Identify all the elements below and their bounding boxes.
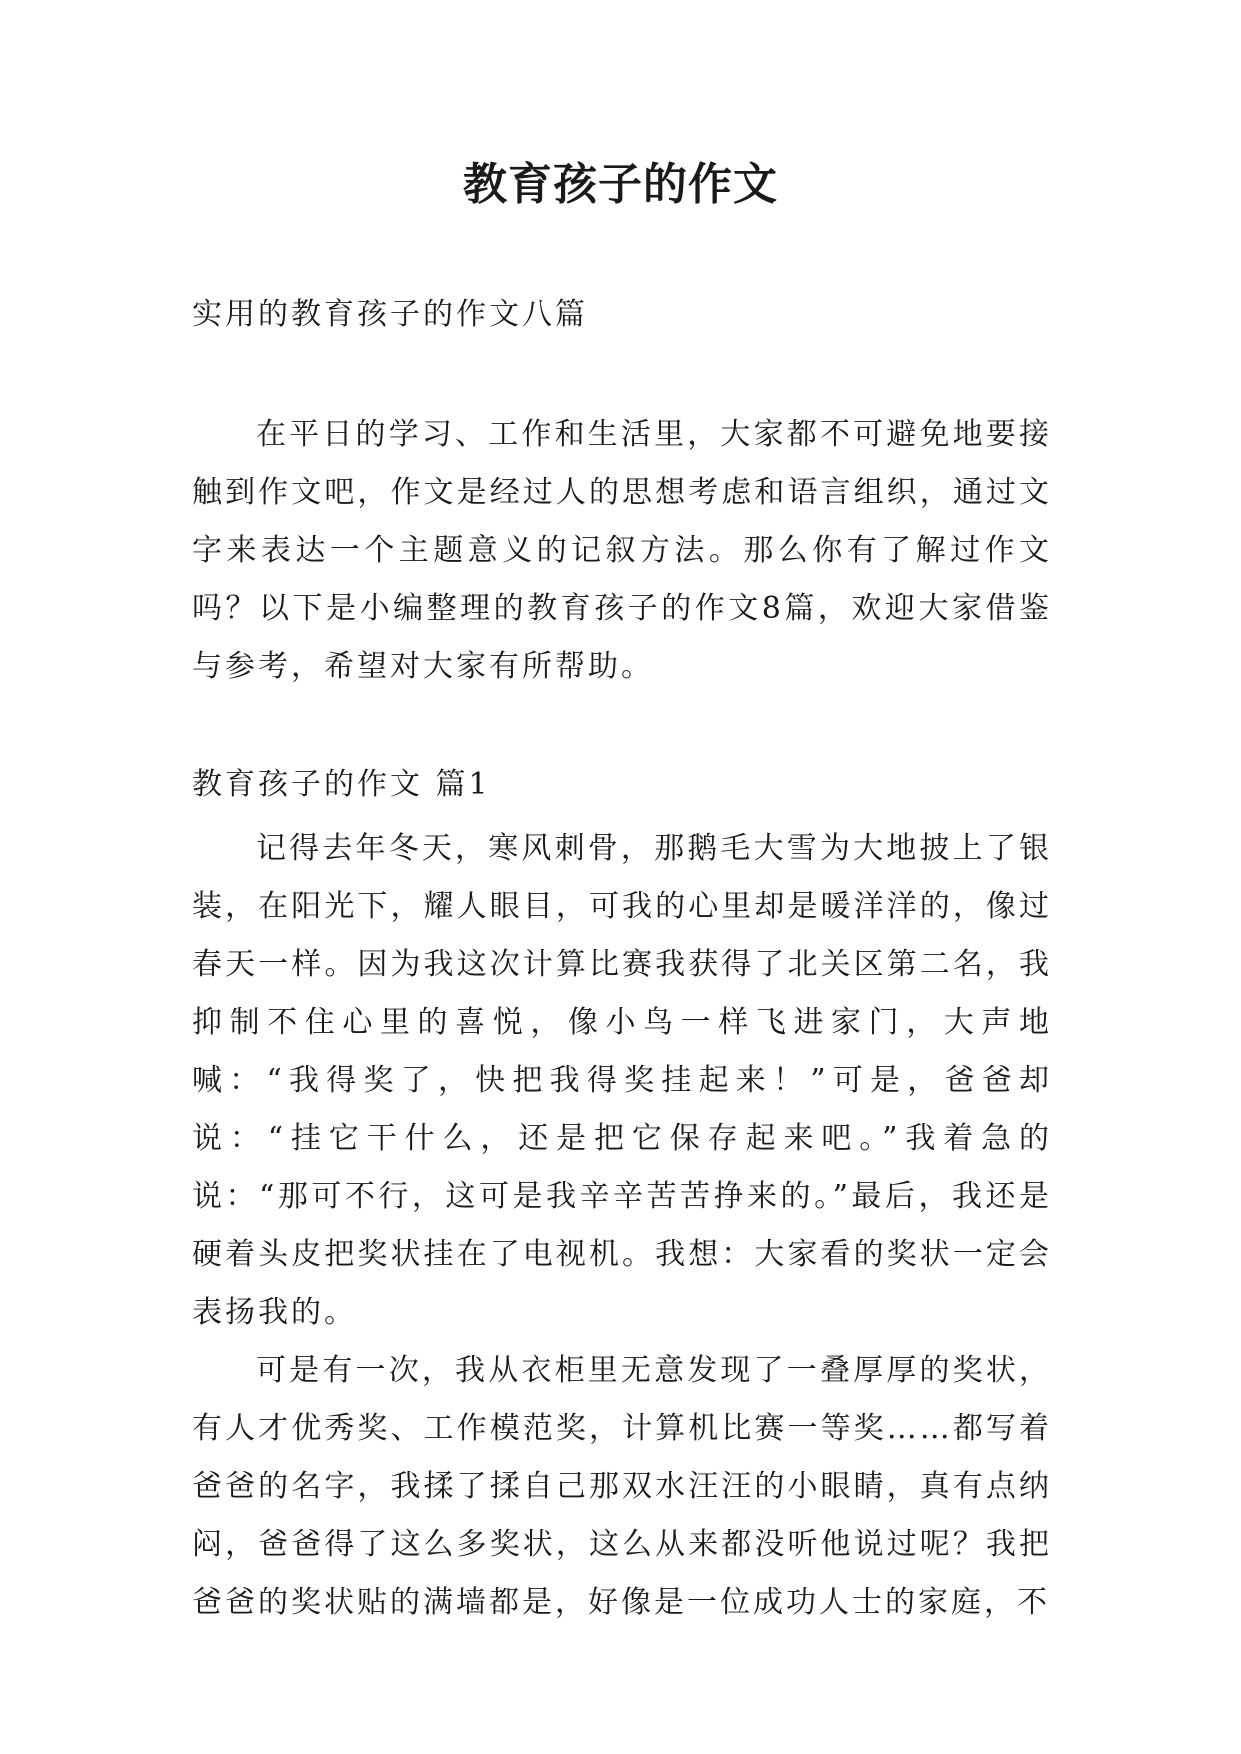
intro-paragraph: 在平日的学习、工作和生活里，大家都不可避免地要接触到作文吧，作文是经过人的思想考虑和语言组织，通过文字来表达一个主题意义的记叙方法。那么你有了解过作文吗？以下是小编整理的教育孩子的作文8篇，欢迎大家借鉴与参考，希望对大家有所帮助。 [192, 417, 1052, 684]
body-paragraph: 可是有一次，我从衣柜里无意发现了一叠厚厚的奖状，有人才优秀奖、工作模范奖，计算机比赛一等奖……都写着爸爸的名字，我揉了揉自己那双水汪汪的小眼睛，真有点纳闷，爸爸得了这么多奖状，这么从来都没听他说过呢？我把爸爸的奖状贴的满墙都是，好像是一位成功人士的家庭，不 [192, 1353, 1052, 1620]
section-body [192, 820, 1052, 1632]
body-paragraph: 记得去年冬天，寒风刺骨，那鹅毛大雪为大地披上了银装，在阳光下，耀人眼目，可我的心里却是暖洋洋的，像过春天一样。因为我这次计算比赛我获得了北关区第二名，我抑制不住心里的喜悦，像小鸟一样飞进家门，大声地喊：“我得奖了，快把我得奖挂起来！”可是，爸爸却说：“挂它干什么，还是把它保存起来吧。”我着急的说：“那可不行，这可是我辛辛苦苦挣来的。”最后，我还是硬着头皮把奖状挂在了电视机。我想：大家看的奖状一定会表扬我的。 [192, 831, 1052, 1330]
document-title: 教育孩子的作文 [463, 159, 778, 210]
section-heading: 教育孩子的作文 篇1 [192, 767, 491, 802]
document-subtitle: 实用的教育孩子的作文八篇 [192, 297, 588, 332]
intro-section [192, 406, 1052, 696]
